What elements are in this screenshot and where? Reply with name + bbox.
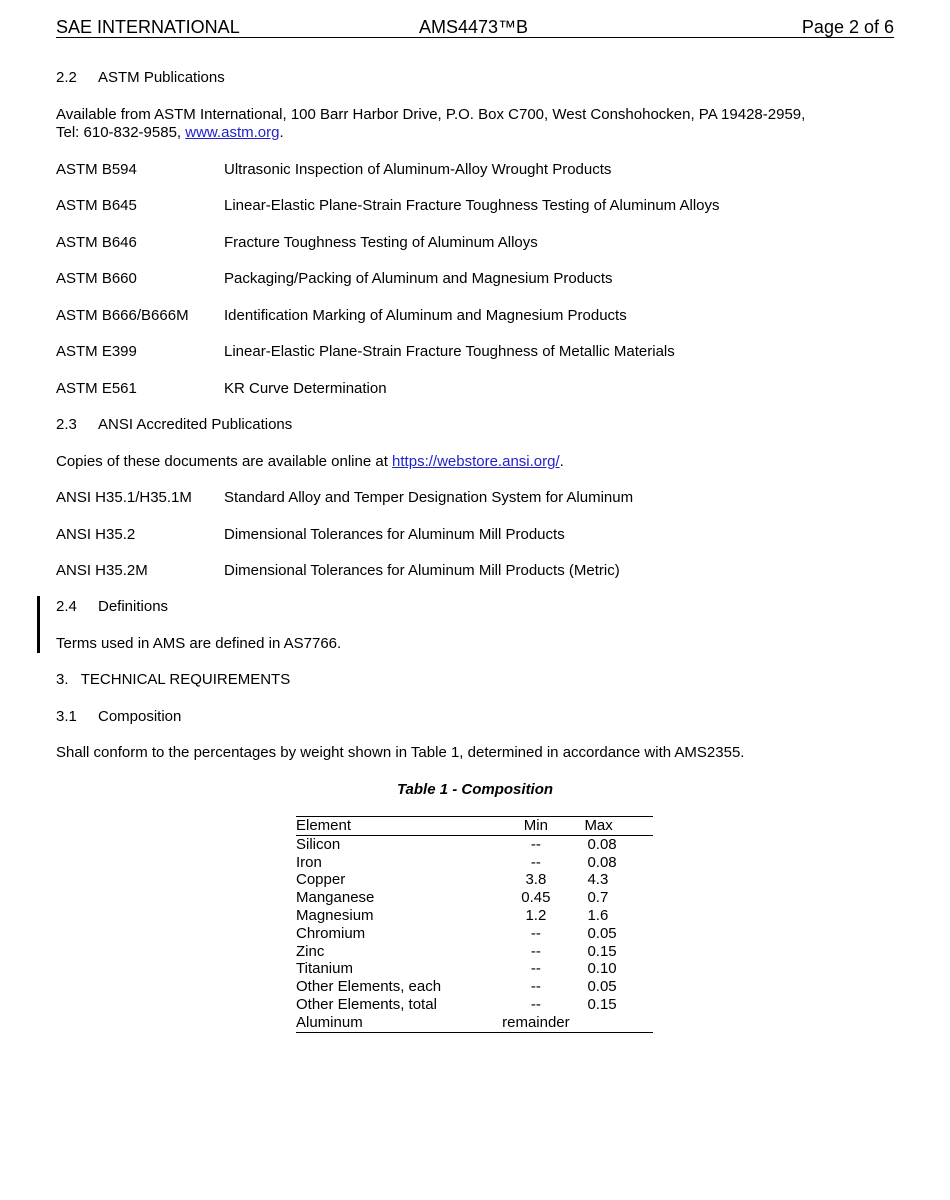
ref-code: ASTM B645 [56, 197, 137, 214]
section-number: 3.1 [56, 708, 77, 725]
table-row [296, 978, 653, 996]
table-row [296, 854, 653, 872]
ref-code: ANSI H35.2 [56, 526, 136, 543]
header-org: SAE INTERNATIONAL [56, 17, 240, 37]
section-title: Composition [98, 708, 182, 725]
table-row [296, 889, 653, 907]
min-cell: 1.2 [525, 906, 547, 924]
section-number: 2.4 [56, 598, 77, 615]
ref-description: KR Curve Determination [224, 380, 387, 397]
section-2-3-heading [56, 416, 292, 434]
ref-code: ANSI H35.2M [56, 562, 148, 579]
table-row [296, 871, 653, 889]
astm-period: . [279, 124, 284, 141]
max-cell: 0.10 [587, 960, 617, 978]
ref-code: ASTM B646 [56, 234, 137, 251]
column-header-element: Element [296, 817, 491, 836]
table-caption: Table 1 - Composition [396, 781, 554, 798]
min-cell: 0.45 [521, 889, 551, 907]
element-cell: Chromium [296, 924, 366, 942]
section-2-4-heading [56, 598, 168, 616]
element-cell: Titanium [296, 960, 353, 978]
max-cell: 0.15 [587, 942, 617, 960]
max-cell: 0.7 [587, 889, 609, 907]
ref-code: ASTM B660 [56, 270, 137, 287]
section-title: ANSI Accredited Publications [98, 416, 293, 433]
page-header [56, 15, 894, 38]
ansi-period: . [559, 453, 564, 470]
ref-description: Dimensional Tolerances for Aluminum Mill Products [224, 526, 565, 543]
max-cell: 0.05 [587, 924, 617, 942]
ref-code: ASTM E561 [56, 380, 137, 397]
element-cell: Copper [296, 871, 346, 889]
element-cell: Aluminum [296, 1013, 363, 1031]
element-cell: Other Elements, total [296, 995, 437, 1013]
section-title: ASTM Publications [98, 69, 225, 86]
max-cell: 4.3 [587, 871, 609, 889]
min-cell: -- [530, 960, 541, 978]
max-cell: 0.05 [587, 978, 617, 996]
min-cell: -- [530, 942, 541, 960]
ansi-availability-text: Copies of these documents are available online at [56, 453, 393, 470]
header-page-number: Page 2 of 6 [801, 17, 894, 37]
table-row [296, 996, 653, 1014]
table-row [296, 925, 653, 943]
min-cell: -- [530, 835, 541, 853]
min-cell: -- [530, 853, 541, 871]
composition-table [296, 816, 653, 1033]
section-3-heading: 3. TECHNICAL REQUIREMENTS [56, 671, 291, 688]
section-3-1-heading [56, 708, 181, 726]
astm-website-link[interactable]: www.astm.org [185, 124, 280, 141]
max-cell: 1.6 [587, 906, 609, 924]
ref-description: Linear-Elastic Plane-Strain Fracture Toughness Testing of Aluminum Alloys [224, 197, 720, 214]
ref-description: Identification Marking of Aluminum and Magnesium Products [224, 307, 627, 324]
min-cell: 3.8 [525, 871, 547, 889]
min-cell: -- [530, 995, 541, 1013]
ref-description: Packaging/Packing of Aluminum and Magnesium Products [224, 270, 613, 287]
revision-change-bar [37, 596, 40, 653]
table-row [296, 835, 653, 853]
ref-code: ASTM B594 [56, 161, 137, 178]
max-cell: 0.08 [587, 853, 617, 871]
astm-availability-line1: Available from ASTM International, 100 Barr Harbor Drive, P.O. Box C700, West Conshohocken, PA 19428-2959, [56, 106, 806, 123]
max-cell: 0.15 [587, 995, 617, 1013]
ansi-webstore-link[interactable]: https://webstore.ansi.org/ [392, 453, 560, 470]
ref-description: Standard Alloy and Temper Designation System for Aluminum [224, 489, 634, 506]
table-row [296, 960, 653, 978]
composition-text: Shall conform to the percentages by weight shown in Table 1, determined in accordance with AMS2355. [56, 744, 745, 761]
section-number: 2.2 [56, 69, 77, 86]
element-cell: Magnesium [296, 906, 374, 924]
max-cell [580, 1014, 653, 1032]
min-cell: remainder [502, 1013, 570, 1031]
min-cell: -- [530, 924, 541, 942]
element-cell: Iron [296, 853, 322, 871]
astm-tel: Tel: 610-832-9585, [56, 124, 186, 141]
astm-availability-line2 [56, 124, 284, 142]
ref-code: ASTM E399 [56, 343, 137, 360]
element-cell: Other Elements, each [296, 978, 442, 996]
ref-code: ANSI H35.1/H35.1M [56, 489, 192, 506]
section-title: Definitions [98, 598, 169, 615]
section-2-2-heading [56, 69, 225, 87]
table-row [296, 1014, 653, 1032]
table-row [296, 943, 653, 961]
min-cell: -- [530, 978, 541, 996]
table-header-row [296, 817, 653, 836]
max-cell: 0.08 [587, 835, 617, 853]
element-cell: Silicon [296, 835, 341, 853]
element-cell: Zinc [296, 942, 325, 960]
table-row [296, 907, 653, 925]
ref-description: Linear-Elastic Plane-Strain Fracture Toughness of Metallic Materials [224, 343, 675, 360]
ref-description: Dimensional Tolerances for Aluminum Mill Products (Metric) [224, 562, 620, 579]
ref-code: ASTM B666/B666M [56, 307, 189, 324]
ref-description: Fracture Toughness Testing of Aluminum Alloys [224, 234, 538, 251]
element-cell: Manganese [296, 889, 375, 907]
column-header-max: Max [580, 817, 653, 836]
ref-description: Ultrasonic Inspection of Aluminum-Alloy Wrought Products [224, 161, 612, 178]
definitions-text: Terms used in AMS are defined in AS7766. [56, 635, 342, 652]
header-doc-number: AMS4473™B [419, 17, 529, 37]
section-number: 2.3 [56, 416, 77, 433]
ansi-availability [56, 453, 564, 471]
column-header-min: Min [491, 817, 580, 836]
